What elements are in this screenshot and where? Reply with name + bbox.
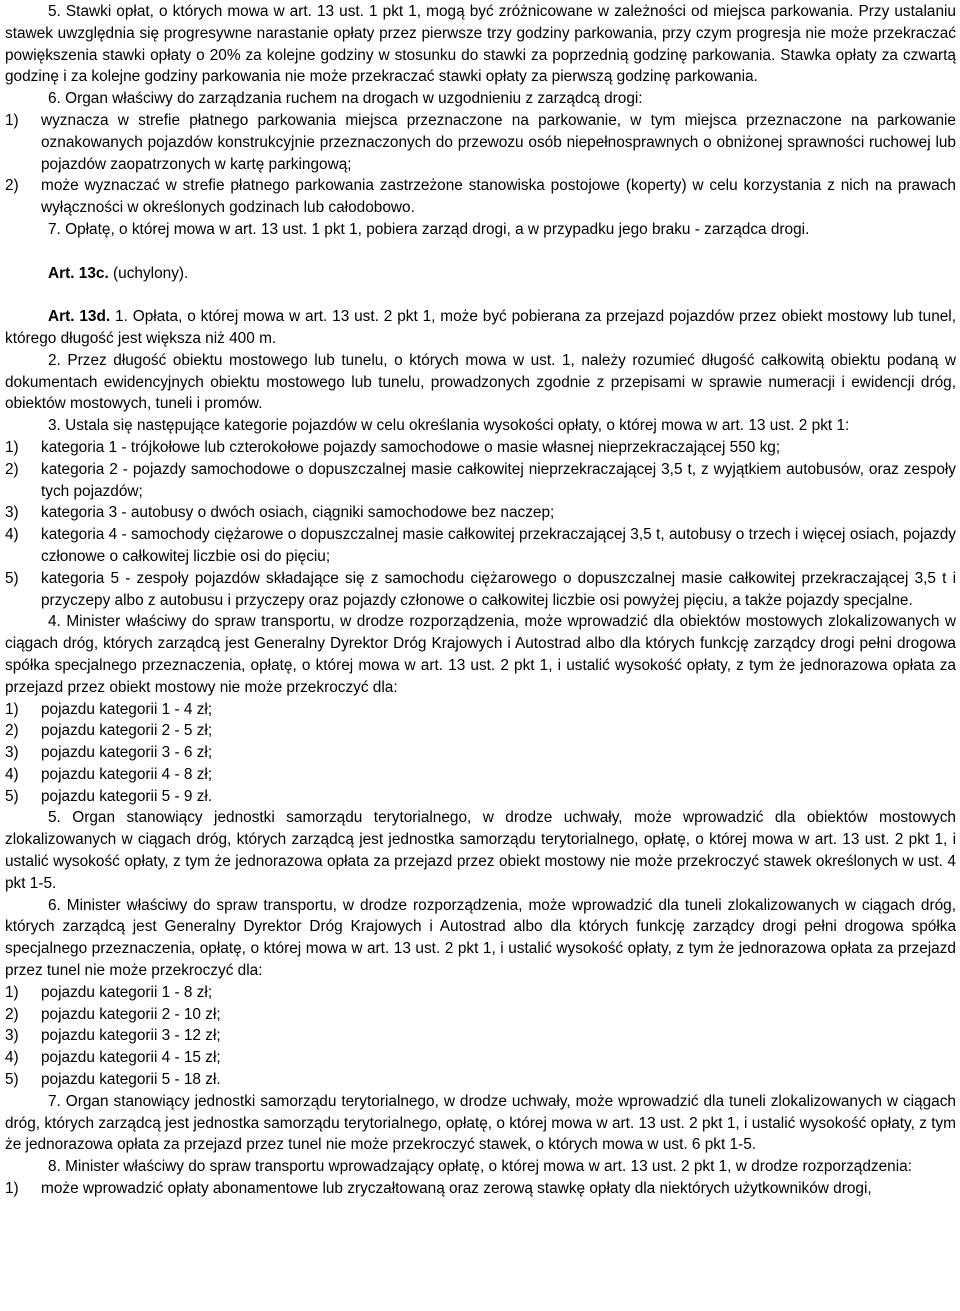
list-item-number: 2)	[5, 460, 19, 478]
list-item-number: 2)	[5, 1005, 19, 1023]
list-item	[5, 764, 956, 786]
list-item-text: wyznacza w strefie płatnego parkowania miejsca przeznaczone na parkowanie, w tym miejsca przeznaczone na parkowanie oznakowanych pojazdów konstrukcyjnie przeznaczonych do przewozu osób niepełnosprawnych o obniżonej sprawności ruchowej lub pojazdów zaopatrzonych w kartę parkingową;	[41, 111, 956, 173]
list-item	[5, 982, 956, 1004]
list-item	[5, 175, 956, 219]
list-item	[5, 459, 956, 503]
list-item-number: 1)	[5, 700, 19, 718]
list-item	[5, 110, 956, 175]
list-item-text: pojazdu kategorii 3 - 6 zł;	[41, 744, 213, 762]
list-item-number: 1)	[5, 983, 19, 1001]
list-item-number: 1)	[5, 1180, 19, 1198]
list-item-text: pojazdu kategorii 4 - 15 zł;	[41, 1049, 221, 1067]
paragraph-13d-ust-2: 2. Przez długość obiektu mostowego lub tunelu, o których mowa w ust. 1, należy rozumieć długość całkowitą obiektu podaną w dokumentach ewidencyjnych obiektu mostowego lub tunelu, prowadzonych zgodnie z przepisami w sprawie numeracji i ewidencji dróg, obiektów mostowych, tuneli i promów.	[5, 351, 956, 413]
list-item-number: 1)	[5, 111, 19, 129]
list-item-text: pojazdu kategorii 5 - 18 zł.	[41, 1071, 221, 1089]
paragraph-13d-ust-3: 3. Ustala się następujące kategorie pojazdów w celu określania wysokości opłaty, o której mowa w art. 13 ust. 2 pkt 1:	[48, 417, 850, 435]
list-item-text: kategoria 2 - pojazdy samochodowe o dopuszczalnej masie całkowitej nieprzekraczającej 3,5 t, z wyjątkiem autobusów, oraz zespoły tych pojazdów;	[41, 460, 956, 500]
list-item-number: 4)	[5, 765, 19, 783]
paragraph-13d-ust-6: 6. Minister właściwy do spraw transportu, w drodze rozporządzenia, może wprowadzić dla tuneli zlokalizowanych w ciągach dróg, których zarządcą jest Generalny Dyrektor Dróg Krajowych i Autostrad albo dla których funkcję zarządcy drogi pełni drogowa spółka specjalnego przeznaczenia, opłatę, o której mowa w art. 13 ust. 2 pkt 1, i ustalić wysokość opłaty, z tym że jednorazowa opłata za przejazd przez tunel nie może przekroczyć dla:	[5, 896, 956, 980]
list-item	[5, 720, 956, 742]
list-item-number: 2)	[5, 177, 19, 195]
list-item-text: kategoria 4 - samochody ciężarowe o dopuszczalnej masie całkowitej przekraczającej 3,5 t, autobusy o trzech i więcej osiach, pojazdy członowe o całkowitej liczbie osi do pięciu;	[41, 526, 956, 565]
paragraph-ust-5: 5. Stawki opłat, o których mowa w art. 13 ust. 1 pkt 1, mogą być zróżnicowane w zależności od miejsca parkowania. Przy ustalaniu stawek uwzględnia się progresywne narastanie opłaty przez pierwsze trzy godziny parkowania, przy czym progresja nie może przekraczać powiększenia stawki opłaty o 20% za kolejne godziny w stosunku do stawki za poprzednią godzinę parkowania. Stawka opłaty za czwartą godzinę i za kolejne godziny parkowania nie może przekraczać stawki opłaty za pierwszą godzinę parkowania.	[5, 3, 956, 86]
article-text: 1. Opłata, o której mowa w art. 13 ust. 2 pkt 1, może być pobierana za przejazd pojazdów przez obiekt mostowy lub tunel, którego długość jest większa niż 400 m.	[5, 308, 957, 347]
list-item	[5, 1047, 956, 1069]
list-item-number: 1)	[5, 438, 19, 456]
list-item-text: pojazdu kategorii 2 - 10 zł;	[41, 1005, 221, 1023]
list-item-text: kategoria 3 - autobusy o dwóch osiach, ciągniki samochodowe bez naczep;	[41, 504, 555, 522]
list-item-number: 2)	[5, 722, 19, 740]
list-item-number: 3)	[5, 744, 19, 762]
paragraph-13d-ust-7: 7. Organ stanowiący jednostki samorządu terytorialnego, w drodze uchwały, może wprowadzić dla tuneli zlokalizowanych w ciągach dróg, których zarządcą jest jednostka samorządu terytorialnego, opłatę, o której mowa w art. 13 ust. 2 pkt 1, i ustalić wysokość opłaty, z tym że jednorazowa opłata za przejazd przez tunel nie może przekroczyć stawek, o których mowa w ust. 6 pkt 1-5.	[5, 1092, 956, 1154]
article-13d-ust-1	[5, 306, 956, 350]
article-label: Art. 13c.	[48, 264, 109, 282]
list-item	[5, 742, 956, 764]
list-item-text: pojazdu kategorii 1 - 8 zł;	[41, 983, 213, 1001]
list-item	[5, 1004, 956, 1026]
list-item	[5, 1025, 956, 1047]
spacer	[5, 241, 956, 263]
list-item	[5, 699, 956, 721]
list-item-number: 4)	[5, 526, 19, 544]
spacer	[5, 284, 956, 306]
list-item	[5, 1069, 956, 1091]
list-item	[5, 786, 956, 808]
list-item-text: kategoria 1 - trójkołowe lub czterokołowe pojazdy samochodowe o masie własnej nieprzekraczającej 550 kg;	[41, 438, 781, 456]
list-item-text: pojazdu kategorii 4 - 8 zł;	[41, 765, 213, 783]
list-item-number: 5)	[5, 787, 19, 805]
list-item-text: pojazdu kategorii 3 - 12 zł;	[41, 1027, 221, 1045]
list-item-number: 3)	[5, 1027, 19, 1045]
paragraph-13d-ust-8: 8. Minister właściwy do spraw transportu wprowadzający opłatę, o której mowa w art. 13 ust. 2 pkt 1, w drodze rozporządzenia:	[48, 1158, 912, 1176]
article-label: Art. 13d.	[48, 308, 111, 326]
paragraph-ust-7: 7. Opłatę, o której mowa w art. 13 ust. 1 pkt 1, pobiera zarząd drogi, a w przypadku jego braku - zarządca drogi.	[48, 220, 810, 238]
list-item-number: 4)	[5, 1049, 19, 1067]
list-item-text: może wyznaczać w strefie płatnego parkowania zastrzeżone stanowiska postojowe (koperty) w celu korzystania z nich na prawach wyłączności w określonych godzinach lub całodobowo.	[41, 177, 956, 217]
list-item-number: 5)	[5, 1071, 19, 1089]
paragraph-13d-ust-5: 5. Organ stanowiący jednostki samorządu terytorialnego, w drodze uchwały, może wprowadzić dla obiektów mostowych zlokalizowanych w ciągach dróg, których zarządcą jest jednostka samorządu terytorialnego, opłatę, o której mowa w art. 13 ust. 2 pkt 1, i ustalić wysokość opłaty, z tym że jednorazowa opłata za przejazd przez obiekt mostowy nie może przekroczyć stawek określonych w ust. 4 pkt 1-5.	[5, 809, 956, 892]
list-item-text: pojazdu kategorii 1 - 4 zł;	[41, 700, 213, 718]
list-item-number: 5)	[5, 569, 19, 587]
list-item-number: 3)	[5, 504, 19, 522]
list-item-text: pojazdu kategorii 5 - 9 zł.	[41, 787, 213, 805]
list-item	[5, 524, 956, 568]
list-item	[5, 502, 956, 524]
article-text: (uchylony).	[113, 264, 189, 282]
list-item-text: pojazdu kategorii 2 - 5 zł;	[41, 722, 213, 740]
list-item	[5, 568, 956, 612]
paragraph-13d-ust-4: 4. Minister właściwy do spraw transportu, w drodze rozporządzenia, może wprowadzić dla obiektów mostowych zlokalizowanych w ciągach dróg, których zarządcą jest Generalny Dyrektor Dróg Krajowych i Autostrad albo dla których funkcję zarządcy drogi pełni drogowa spółka specjalnego przeznaczenia, opłatę, o której mowa w art. 13 ust. 2 pkt 1, i ustalić wysokość opłaty, z tym że jednorazowa opłata za przejazd przez obiekt mostowy nie może przekroczyć dla:	[5, 613, 956, 696]
list-item	[5, 437, 956, 459]
list-item-text: może wprowadzić opłaty abonamentowe lub zryczałtowaną oraz zerową stawkę opłaty dla niektórych użytkowników drogi,	[41, 1180, 872, 1198]
list-item-text: kategoria 5 - zespoły pojazdów składające się z samochodu ciężarowego o dopuszczalnej masie całkowitej przekraczającej 3,5 t i przyczepy albo z autobusu i przyczepy oraz pojazdy członowe o całkowitej liczbie osi powyżej pięciu, a także pojazdy specjalne.	[41, 569, 956, 609]
article-13c	[5, 263, 956, 285]
list-item	[5, 1178, 956, 1200]
paragraph-ust-6: 6. Organ właściwy do zarządzania ruchem na drogach w uzgodnieniu z zarządcą drogi:	[48, 90, 643, 108]
